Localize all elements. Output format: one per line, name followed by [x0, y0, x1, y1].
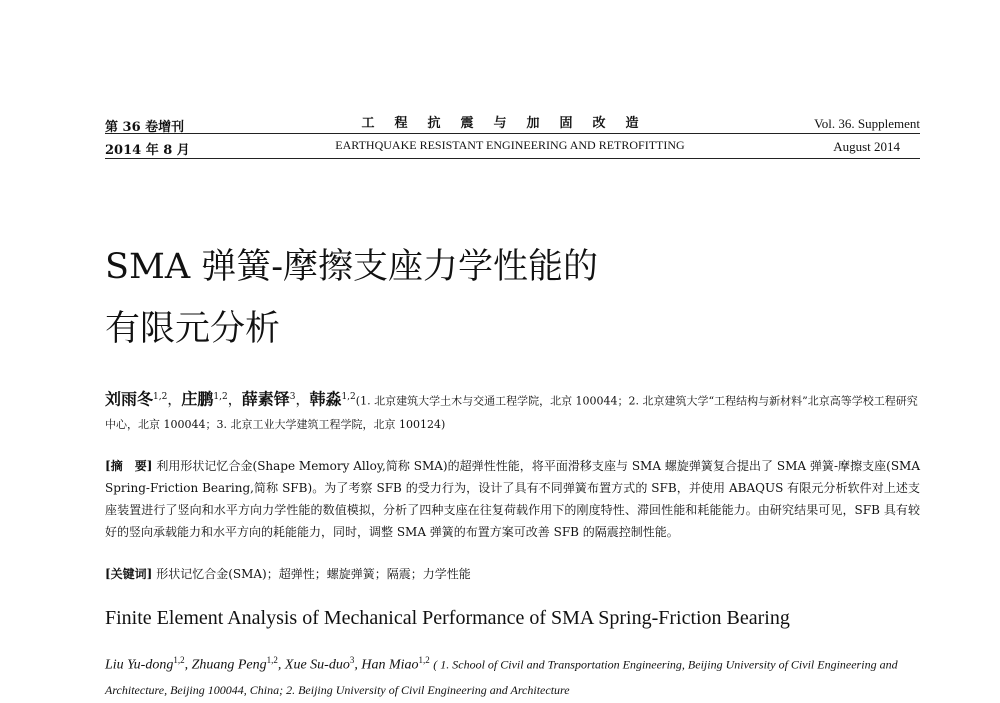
author-name: Zhuang Peng: [191, 657, 267, 673]
author-superscript: 1,2: [173, 655, 185, 665]
author-name: 庄鹏: [181, 389, 214, 409]
author-name: Xue Su-duo: [284, 657, 350, 673]
author-superscript: 3: [289, 392, 296, 402]
abstract-text: 利用形状记忆合金(Shape Memory Alloy,简称 SMA)的超弹性性能，将平面滑移支座与 SMA 螺旋弹簧复合提出了 SMA 弹簧-摩擦支座(SMA Spring-Friction Bearing,简称 SFB)。为了考察 SFB 的受力行为，设计了具有不同弹簧布置方式的 SFB，并使用 ABAQUS 有限元分析软件对上述支座装置进行了竖向和水平方向力学性能的数值模拟，分析了四种支座在往复荷载作用下的刚度特性、滞回性能和耗能能力。由研究结果可见，SFB 具有较好的竖向承载能力和水平方向的耗能能力，同时，调整 SMA 弹簧的布置方案可改善 SFB 的隔震控制性能。: [105, 459, 920, 539]
author-name: 韩淼: [309, 389, 342, 409]
journal-title-en: EARTHQUAKE RESISTANT ENGINEERING AND RETROFITTING: [335, 138, 685, 152]
author-name: 薛素铎: [241, 389, 290, 409]
affiliations-en: ( 1. School of Civil and Transportation Engineering, Beijing University of Civil Engineering and Architecture, Beijing 100044, China; 2. Beijing University of Civil Engineering and Architecture: [105, 657, 898, 697]
author-superscript: 1,2: [266, 655, 278, 665]
volume-cn: 第 36 卷增刊: [105, 120, 185, 135]
keywords-text: 形状记忆合金(SMA)；超弹性；螺旋弹簧；隔震；力学性能: [156, 567, 471, 581]
author-superscript: 1,2: [213, 392, 228, 402]
date-cn: 2014 年 8 月: [105, 143, 190, 158]
author-superscript: 1,2: [341, 392, 356, 402]
keywords-label: [关键词]: [105, 567, 153, 581]
paper-title-en: Finite Element Analysis of Mechanical Performance of SMA Spring-Friction Bearing: [105, 607, 790, 629]
author-name: Han Miao: [361, 657, 419, 673]
affiliations-cn: (1. 北京建筑大学土木与交通工程学院，北京 100044；2. 北京建筑大学“工程结构与新材料”北京高等学校工程研究中心，北京 100044；3. 北京工业大学建筑工程学院，北京 100124): [105, 394, 918, 431]
journal-title-cn: 工程抗震与加固改造: [361, 116, 659, 131]
authors-cn: 刘雨冬$^{1,2}$，庄鹏$^{1,2}$，薛素铎$^3$，韩淼$^{1,2}$(1. 北京建筑大学土木与交通工程学院，北京 100044；2. 北京建筑大学“工程结构与新材料”北京高等学校工程研究中心，北京 100044；3. 北京工业大学建筑工程学院，北京 100124): [105, 389, 918, 431]
authors-en: Liu Yu-dong$^{1,2}$, Zhuang Peng$^{1,2}$, Xue Su-duo$^3$, Han Miao$^{1,2}$ ( 1. School of Civil and Transportation Engineering, Beijing University of Civil Engineering and Architecture, Beijing 100044, China; 2. Beijing University of Civil Engineering and Architecture: [105, 655, 898, 697]
author-superscript: 3: [349, 655, 355, 665]
volume-en: Vol. 36. Supplement: [814, 116, 920, 131]
date-en: August 2014: [833, 139, 900, 154]
author-name: 刘雨冬: [105, 389, 154, 409]
header-rule-top: [105, 133, 920, 134]
author-superscript: 1,2: [418, 655, 430, 665]
paper-title-cn-line2: 有限元分析: [105, 309, 281, 349]
abstract-label: [摘 要]: [105, 459, 153, 473]
header-rule-bottom: [105, 158, 920, 159]
author-superscript: 1,2: [153, 392, 168, 402]
paper-title-cn-line1: SMA 弹簧-摩擦支座力学性能的: [105, 247, 599, 287]
keywords-cn: [105, 565, 471, 582]
abstract-cn: [105, 455, 920, 543]
author-name: Liu Yu-dong: [105, 657, 174, 673]
